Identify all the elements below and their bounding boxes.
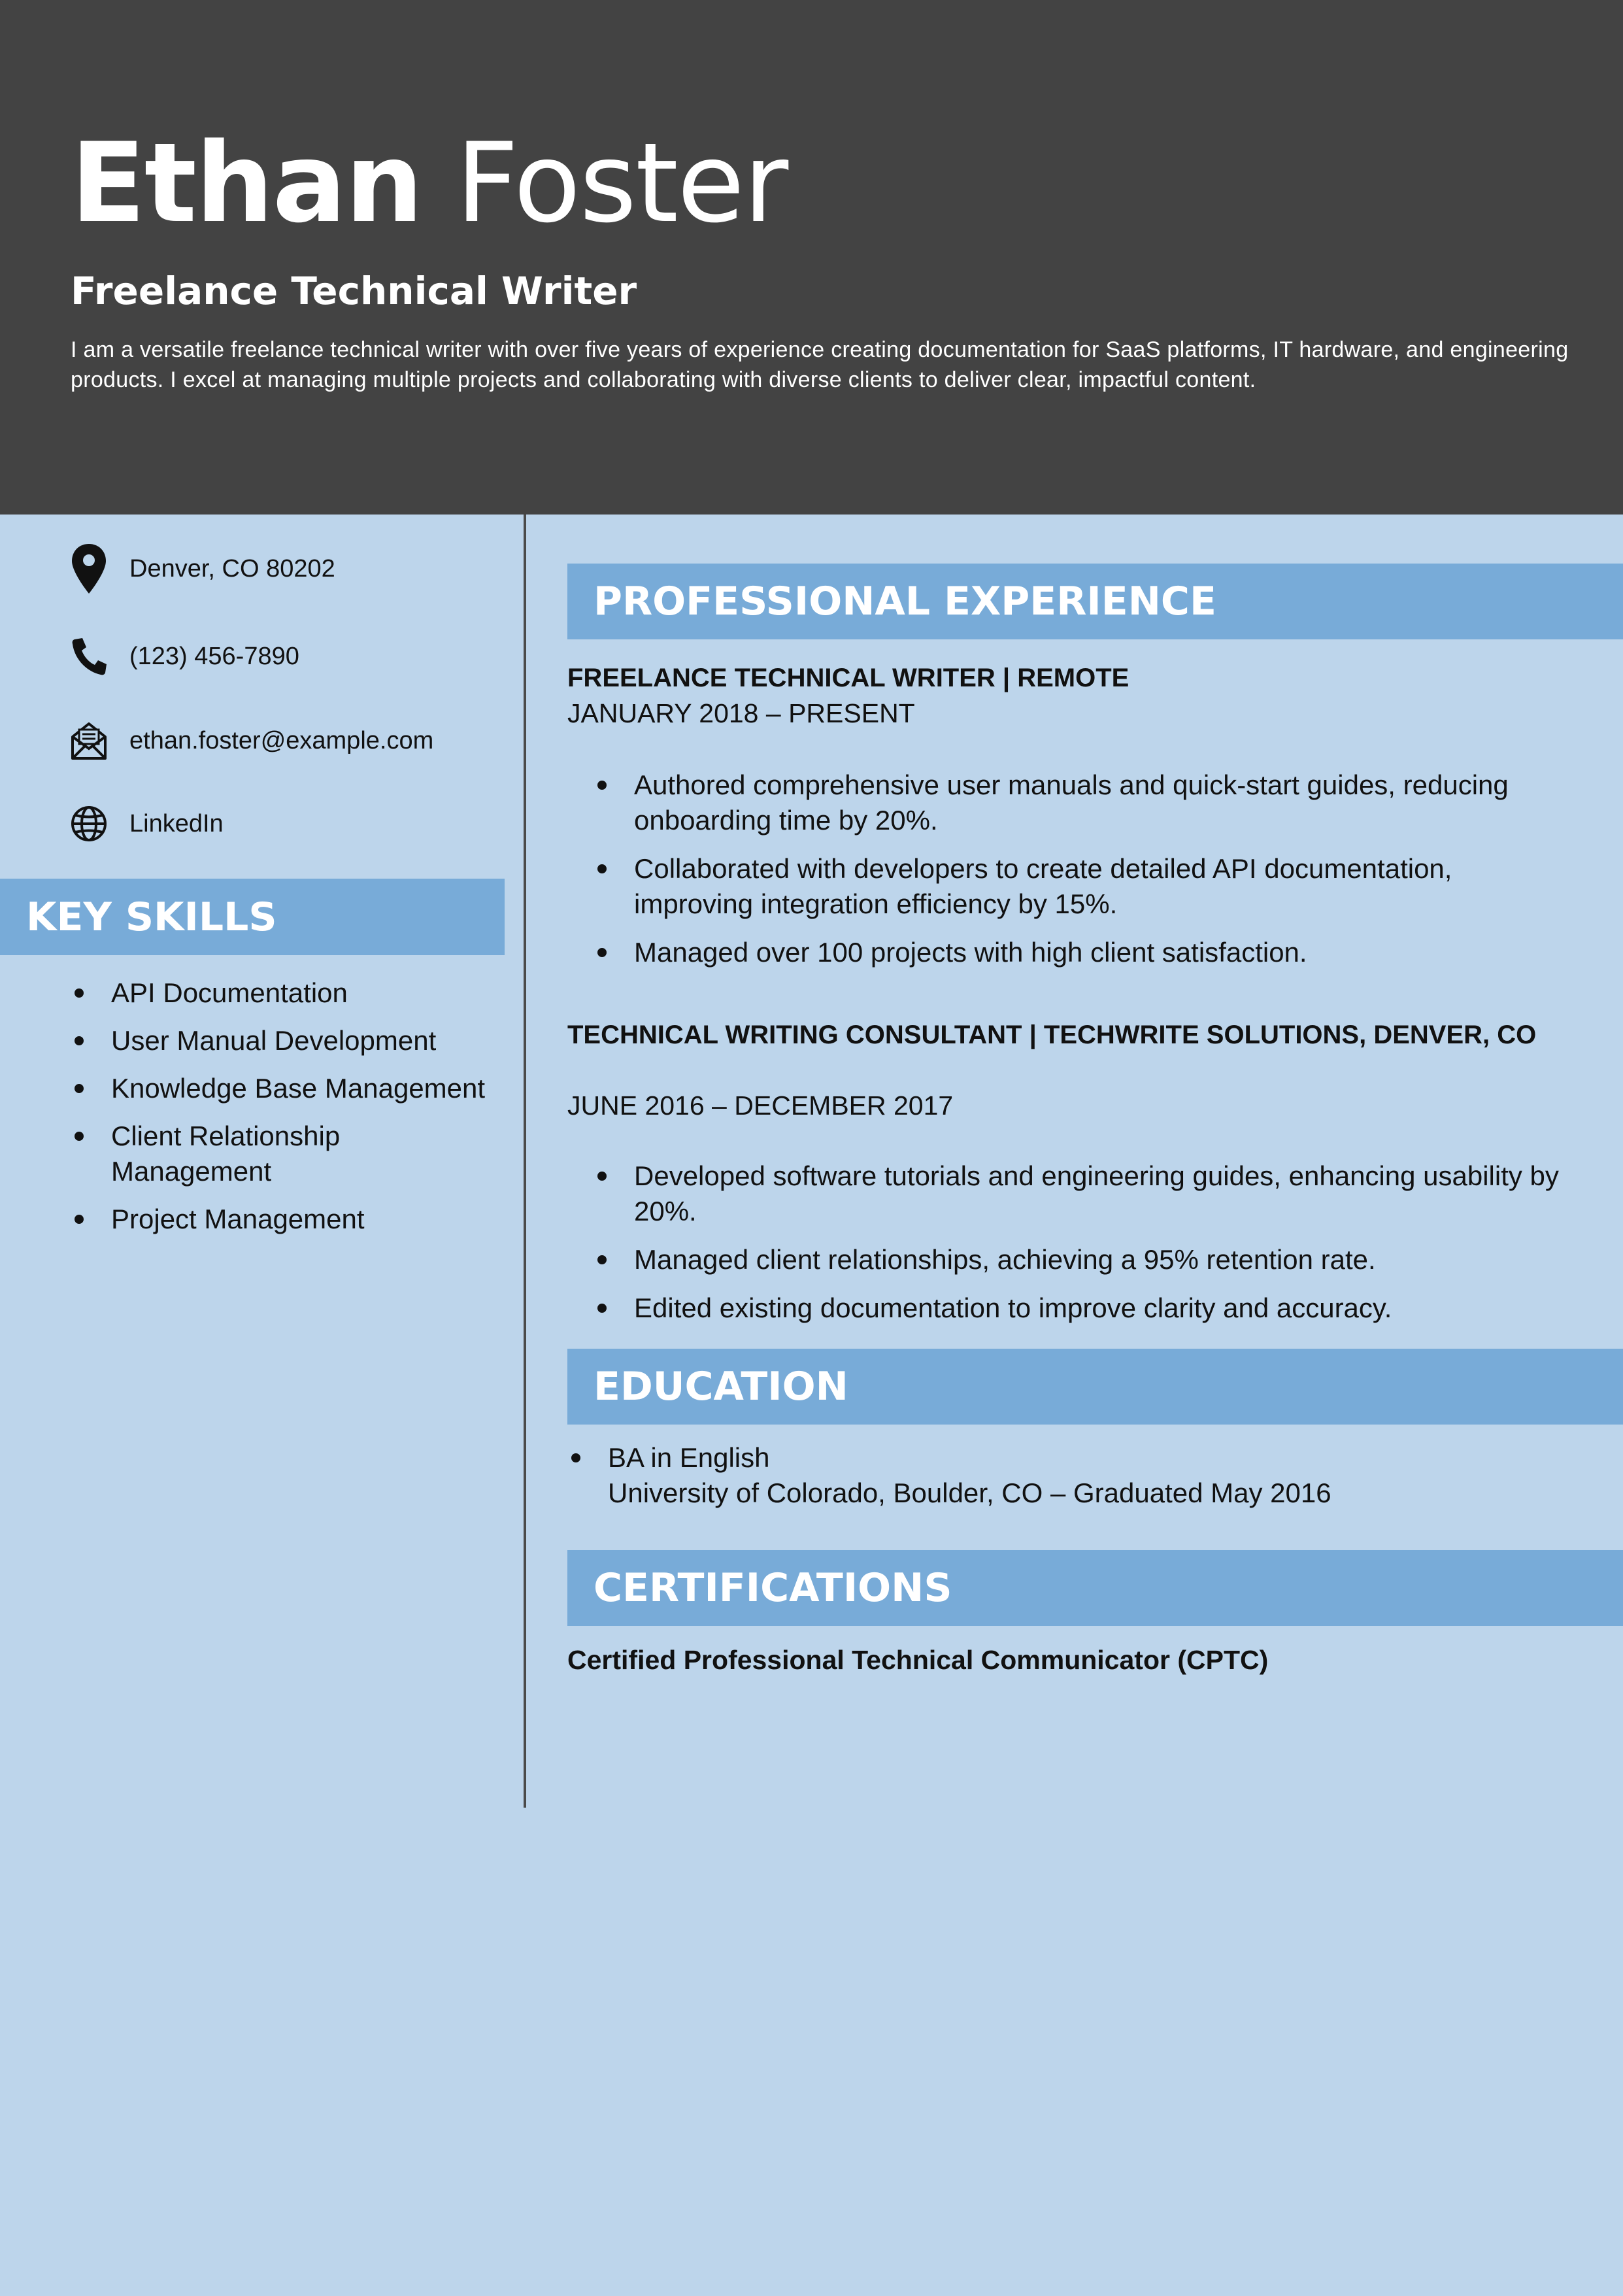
job-2-bullets <box>634 1158 1562 1339</box>
job-title-1: FREELANCE TECHNICAL WRITER | REMOTE <box>567 664 1129 692</box>
list-item: Project Management <box>111 1202 503 1237</box>
list-item: User Manual Development <box>111 1023 503 1058</box>
location-text: Denver, CO 80202 <box>129 554 335 582</box>
education-heading: EDUCATION <box>567 1349 1623 1425</box>
job-title: Freelance Technical Writer <box>71 269 637 313</box>
job-dates-2: JUNE 2016 – DECEMBER 2017 <box>567 1090 954 1121</box>
list-item: Managed over 100 projects with high client satisfaction. <box>634 935 1562 970</box>
job-title-2: TECHNICAL WRITING CONSULTANT | TECHWRITE SOLUTIONS, DENVER, CO <box>567 1021 1537 1049</box>
list-item: Knowledge Base Management <box>111 1071 503 1106</box>
education-list <box>608 1440 1575 1511</box>
list-item <box>608 1440 1575 1511</box>
last-name: Foster <box>456 119 788 247</box>
key-skills-heading: KEY SKILLS <box>0 879 505 955</box>
degree: BA in English <box>608 1442 770 1473</box>
email-link[interactable]: ethan.foster@example.com <box>129 726 434 754</box>
skills-list <box>111 975 503 1249</box>
job-1-bullets <box>634 768 1562 983</box>
list-item: Developed software tutorials and engineering guides, enhancing usability by 20%. <box>634 1158 1562 1229</box>
resume-header <box>0 0 1623 515</box>
candidate-name <box>71 118 787 248</box>
first-name: Ethan <box>71 119 422 247</box>
globe-icon <box>71 798 107 850</box>
phone-text: (123) 456-7890 <box>129 642 299 670</box>
linkedin-link[interactable]: LinkedIn <box>129 809 224 837</box>
list-item: Managed client relationships, achieving a 95% retention rate. <box>634 1242 1562 1277</box>
contact-location <box>71 543 335 595</box>
list-item: API Documentation <box>111 975 503 1011</box>
contact-email[interactable] <box>71 715 433 767</box>
job-dates-1: JANUARY 2018 – PRESENT <box>567 698 915 728</box>
certification-item: Certified Professional Technical Communicator (CPTC) <box>567 1645 1269 1675</box>
phone-icon <box>71 630 107 683</box>
certifications-heading: CERTIFICATIONS <box>567 1550 1623 1626</box>
column-divider <box>524 515 526 1808</box>
school: University of Colorado, Boulder, CO – Graduated May 2016 <box>608 1477 1331 1508</box>
contact-phone <box>71 630 299 683</box>
list-item: Collaborated with developers to create detailed API documentation, improving integration efficiency by 15%. <box>634 851 1562 922</box>
location-pin-icon <box>71 543 107 595</box>
profile-summary: I am a versatile freelance technical writer with over five years of experience creating documentation for SaaS platforms, IT hardware, and engineering products. I excel at managing multiple projects and collaborating with diverse clients to deliver clear, impactful content. <box>71 337 1569 392</box>
envelope-icon <box>71 715 107 767</box>
contact-linkedin[interactable] <box>71 798 224 850</box>
list-item: Edited existing documentation to improve clarity and accuracy. <box>634 1291 1562 1326</box>
list-item: Authored comprehensive user manuals and quick-start guides, reducing onboarding time by 20%. <box>634 768 1562 838</box>
list-item: Client Relationship Management <box>111 1119 503 1189</box>
experience-heading: PROFESSIONAL EXPERIENCE <box>567 564 1623 639</box>
